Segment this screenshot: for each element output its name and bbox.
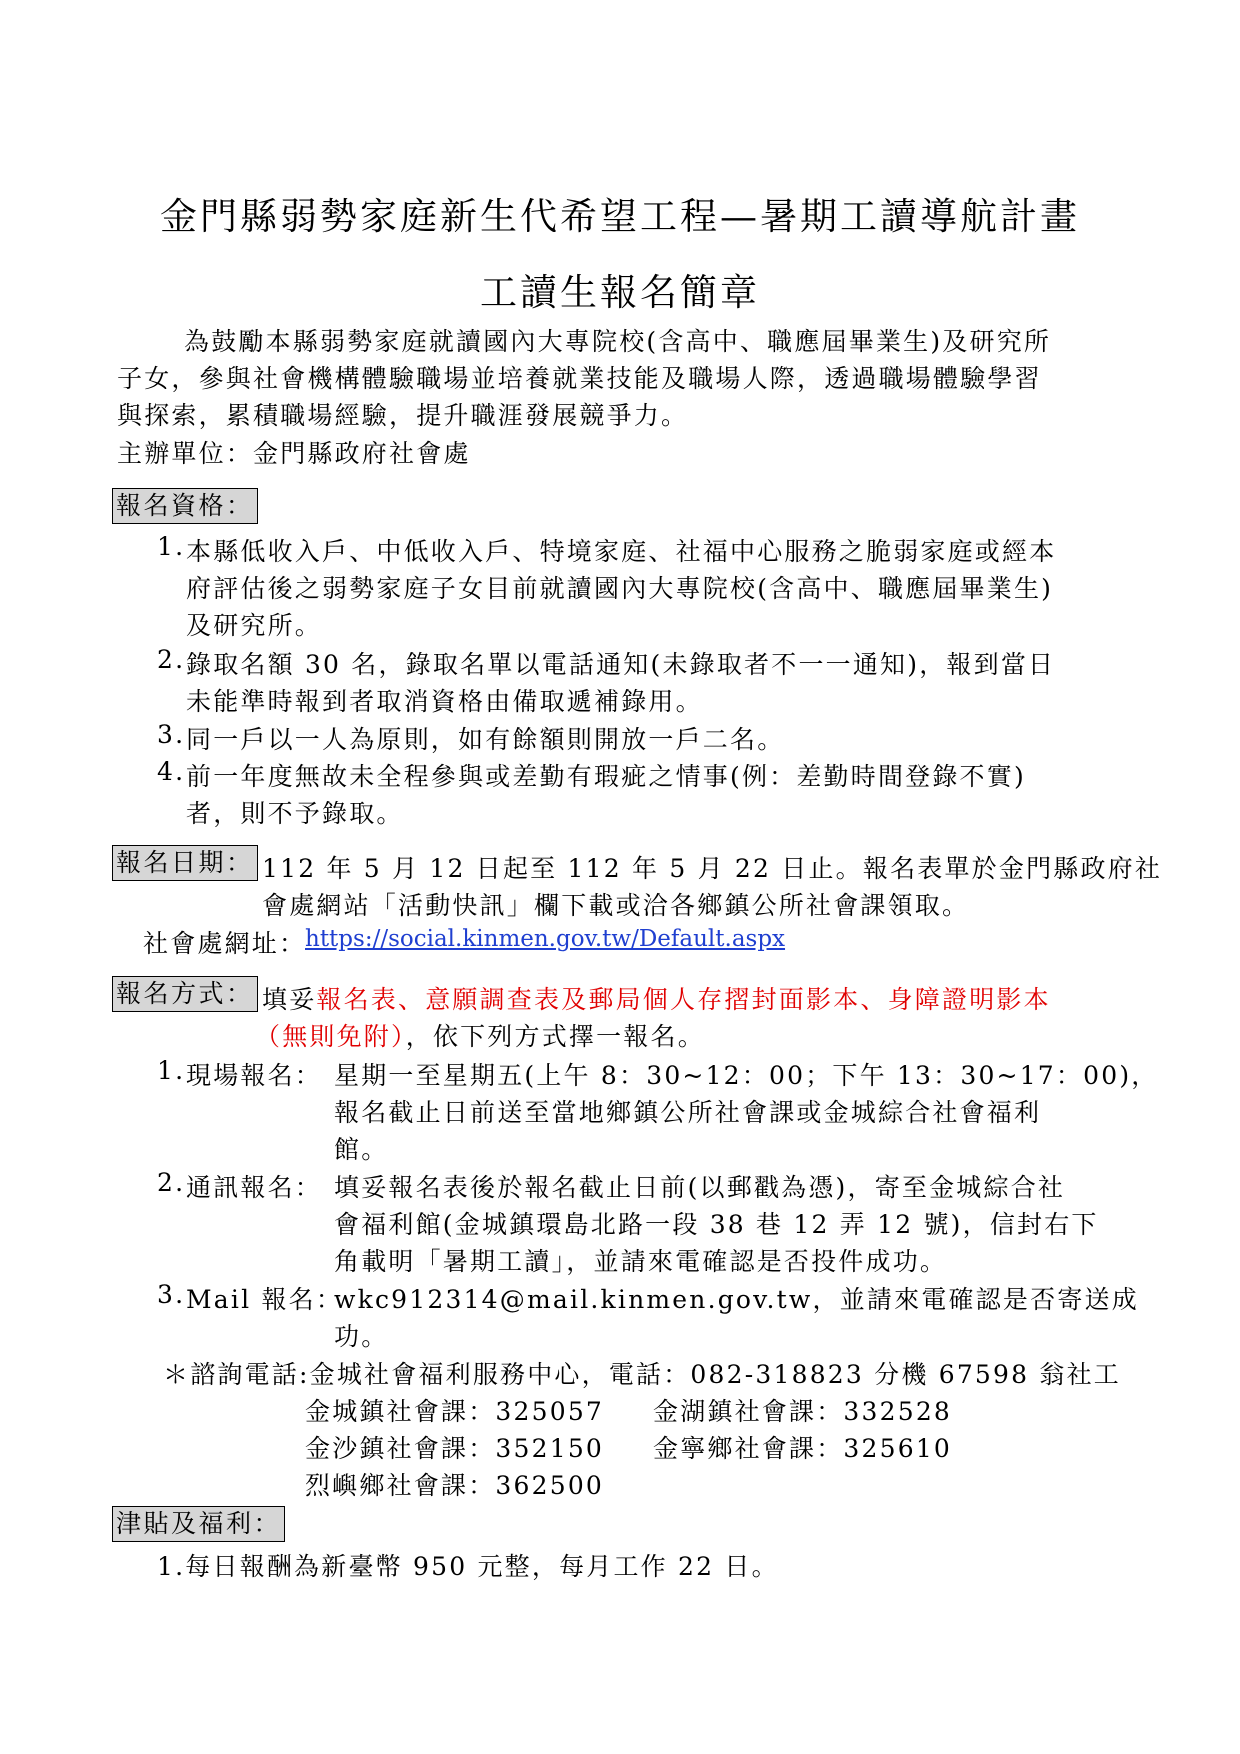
- method-item-2-line-2: 會福利館(金城鎮環島北路一段 38 巷 12 弄 12 號)，信封右下: [334, 1210, 1099, 1239]
- contact-line: ＊諮詢電話:金城社會福利服務中心，電話：082-318823 分機 67598 翁社工: [163, 1360, 1121, 1389]
- method-intro-line-1: [262, 980, 1051, 1016]
- contact-jinning: 金寧鄉社會課：325610: [653, 1434, 953, 1463]
- method-item-1-head: 現場報名：: [186, 1061, 323, 1090]
- method-item-2-num: 2.: [157, 1168, 186, 1197]
- social-dept-url-link[interactable]: https://social.kinmen.gov.tw/Default.aspx: [305, 926, 786, 952]
- eligibility-item-3-line-1: 同一戶以一人為原則，如有餘額則開放一戶二名。: [186, 725, 785, 754]
- method-label: 報名方式：: [112, 976, 258, 1012]
- method-prefix: 填妥: [262, 985, 317, 1014]
- eligibility-item-1-num: 1.: [157, 532, 186, 561]
- method-item-3-head: Mail 報名：: [186, 1285, 344, 1314]
- benefits-label: 津貼及福利：: [112, 1506, 285, 1542]
- intro-line-1: 為鼓勵本縣弱勢家庭就讀國內大專院校(含高中、職應屆畢業生)及研究所: [184, 327, 1052, 356]
- eligibility-item-3-num: 3.: [157, 720, 186, 749]
- contact-jinhu: 金湖鎮社會課：332528: [653, 1397, 953, 1426]
- method-item-1-line-1: 星期一至星期五(上午 8：30~12：00；下午 13：30~17：00)，: [334, 1061, 1159, 1090]
- method-suffix: ，依下列方式擇一報名。: [405, 1022, 705, 1051]
- eligibility-item-1-line-3: 及研究所。: [186, 611, 323, 640]
- intro-line-2: 子女，參與社會機構體驗職場並培養就業技能及職場人際，透過職場體驗學習: [117, 364, 1042, 393]
- benefits-item-1: 1.每日報酬為新臺幣 950 元整，每月工作 22 日。: [157, 1552, 779, 1581]
- method-item-3-line-2: 功。: [334, 1322, 389, 1351]
- page-subtitle: 工讀生報名簡章: [480, 271, 760, 314]
- eligibility-item-1-line-2: 府評估後之弱勢家庭子女目前就讀國內大專院校(含高中、職應屆畢業生): [186, 574, 1054, 603]
- eligibility-item-2-line-2: 未能準時報到者取消資格由備取遞補錄用。: [186, 687, 703, 716]
- method-item-3-num: 3.: [157, 1280, 186, 1309]
- method-required-docs-note: （無則免附）: [255, 1022, 406, 1051]
- eligibility-item-2-line-1: 錄取名額 30 名，錄取名單以電話通知(未錄取者不一一通知)，報到當日: [186, 650, 1056, 679]
- method-item-1-line-2: 報名截止日前送至當地鄉鎮公所社會課或金城綜合社會福利: [334, 1098, 1042, 1127]
- dates-url-label: 社會處網址：: [143, 929, 307, 958]
- method-item-1-num: 1.: [157, 1056, 186, 1085]
- intro-line-3: 與探索，累積職場經驗，提升職涯發展競爭力。: [117, 401, 689, 430]
- page-title: 金門縣弱勢家庭新生代希望工程—暑期工讀導航計畫: [160, 195, 1080, 238]
- eligibility-item-4-line-2: 者，則不予錄取。: [186, 799, 404, 828]
- eligibility-item-1-line-1: 本縣低收入戶、中低收入戶、特境家庭、社福中心服務之脆弱家庭或經本: [186, 537, 1057, 566]
- contact-lieyu: 烈嶼鄉社會課：362500: [305, 1471, 605, 1500]
- eligibility-label: 報名資格：: [112, 488, 258, 524]
- method-item-3-line-1: wkc912314@mail.kinmen.gov.tw，並請來電確認是否寄送成: [334, 1285, 1139, 1314]
- eligibility-item-4-num: 4.: [157, 757, 186, 786]
- method-intro-line-2: [255, 1017, 705, 1053]
- dates-line-2: 會處網站「活動快訊」欄下載或洽各鄉鎮公所社會課領取。: [262, 891, 970, 920]
- method-item-2-line-3: 角載明「暑期工讀」，並請來電確認是否投件成功。: [334, 1247, 948, 1276]
- dates-line-1: 112 年 5 月 12 日起至 112 年 5 月 22 日止。報名表單於金門縣政府社: [262, 854, 1163, 883]
- eligibility-item-2-num: 2.: [157, 645, 186, 674]
- method-item-1-line-3: 館。: [334, 1135, 389, 1164]
- method-required-docs: 報名表、意願調查表及郵局個人存摺封面影本、身障證明影本: [316, 985, 1051, 1014]
- organizer: 主辦單位：金門縣政府社會處: [117, 439, 471, 468]
- method-item-2-line-1: 填妥報名表後於報名截止日前(以郵戳為憑)，寄至金城綜合社: [334, 1173, 1066, 1202]
- dates-label: 報名日期：: [112, 845, 258, 881]
- contact-jinsha: 金沙鎮社會課：352150: [305, 1434, 605, 1463]
- eligibility-item-4-line-1: 前一年度無故未全程參與或差勤有瑕疵之情事(例：差勤時間登錄不實): [186, 762, 1026, 791]
- contact-jincheng: 金城鎮社會課：325057: [305, 1397, 605, 1426]
- method-item-2-head: 通訊報名：: [186, 1173, 323, 1202]
